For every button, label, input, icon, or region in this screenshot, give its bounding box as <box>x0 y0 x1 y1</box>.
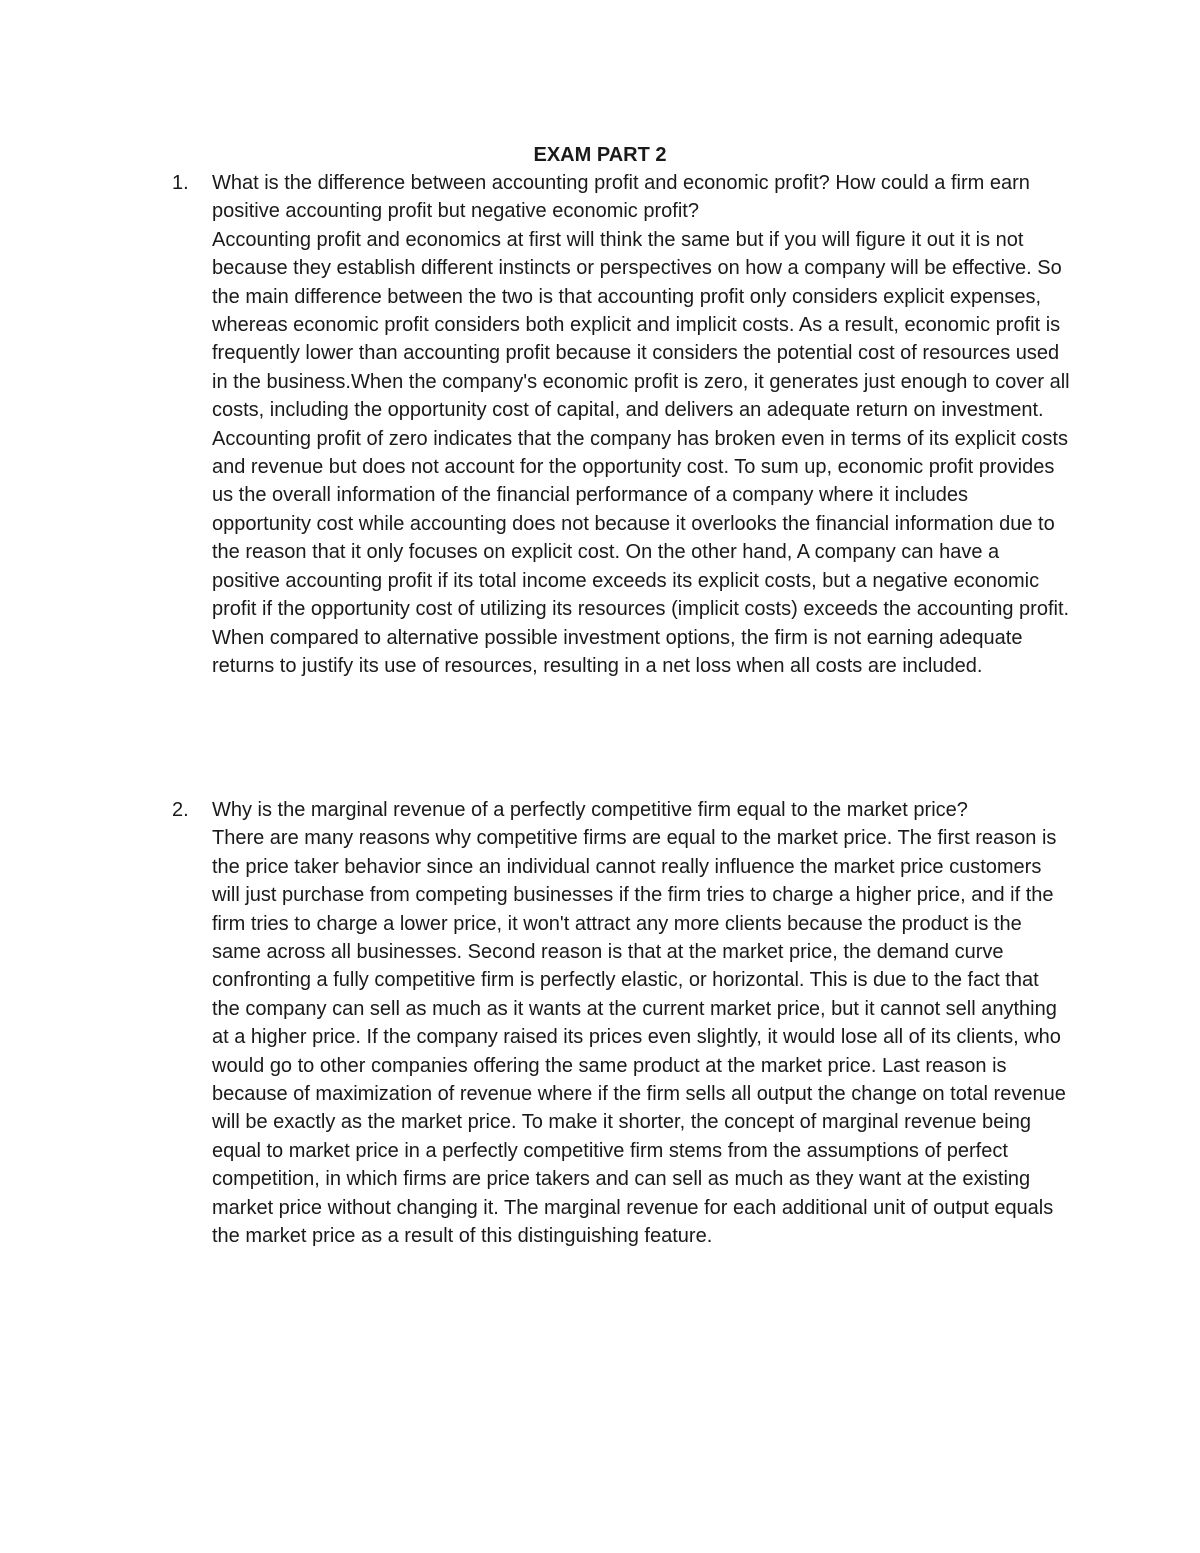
question-number: 1. <box>172 172 189 194</box>
page-title: EXAM PART 2 <box>533 144 667 166</box>
question-text: What is the difference between accounting profit and economic profit? How could a firm earn positive accounting profit but negative economic profit? <box>212 172 1030 223</box>
question-body <box>212 169 1072 680</box>
question-number: 2. <box>172 799 189 821</box>
answer-text: Accounting profit and economics at first will think the same but if you will figure it out it is not because they establish different instincts or perspectives on how a company will be effective. So the main difference between the two is that accounting profit only considers explicit expenses, whereas economic profit considers both explicit and implicit costs. As a result, economic profit is frequently lower than accounting profit because it considers the potential cost of resources used in the business.When the company's economic profit is zero, it generates just enough to cover all costs, including the opportunity cost of capital, and delivers an adequate return on investment. Accounting profit of zero indicates that the company has broken even in terms of its explicit costs and revenue but does not account for the opportunity cost. To sum up, economic profit provides us the overall information of the financial performance of a company where it includes opportunity cost while accounting does not because it overlooks the financial information due to the reason that it only focuses on explicit cost. On the other hand, A company can have a positive accounting profit if its total income exceeds its explicit costs, but a negative economic profit if the opportunity cost of utilizing its resources (implicit costs) exceeds the accounting profit. When compared to alternative possible investment options, the firm is not earning adequate returns to justify its use of resources, resulting in a net loss when all costs are included. <box>212 228 1070 677</box>
question-body <box>212 796 1072 1251</box>
answer-text: There are many reasons why competitive firms are equal to the market price. The first reason is the price taker behavior since an individual cannot really influence the market price customers will just purchase from competing businesses if the firm tries to charge a higher price, and if the firm tries to charge a lower price, it won't attract any more clients because the product is the same across all businesses. Second reason is that at the market price, the demand curve confronting a fully competitive firm is perfectly elastic, or horizontal. This is due to the fact that the company can sell as much as it wants at the current market price, but it cannot sell anything at a higher price. If the company raised its prices even slightly, it would lose all of its clients, who would go to other companies offering the same product at the market price. Last reason is because of maximization of revenue where if the firm sells all output the change on total revenue will be exactly as the market price. To make it shorter, the concept of marginal revenue being equal to market price in a perfectly competitive firm stems from the assumptions of perfect competition, in which firms are price takers and can sell as much as they want at the existing market price without changing it. The marginal revenue for each additional unit of output equals the market price as a result of this distinguishing feature. <box>212 827 1066 1248</box>
question-text: Why is the marginal revenue of a perfectly competitive firm equal to the market price? <box>212 799 968 821</box>
